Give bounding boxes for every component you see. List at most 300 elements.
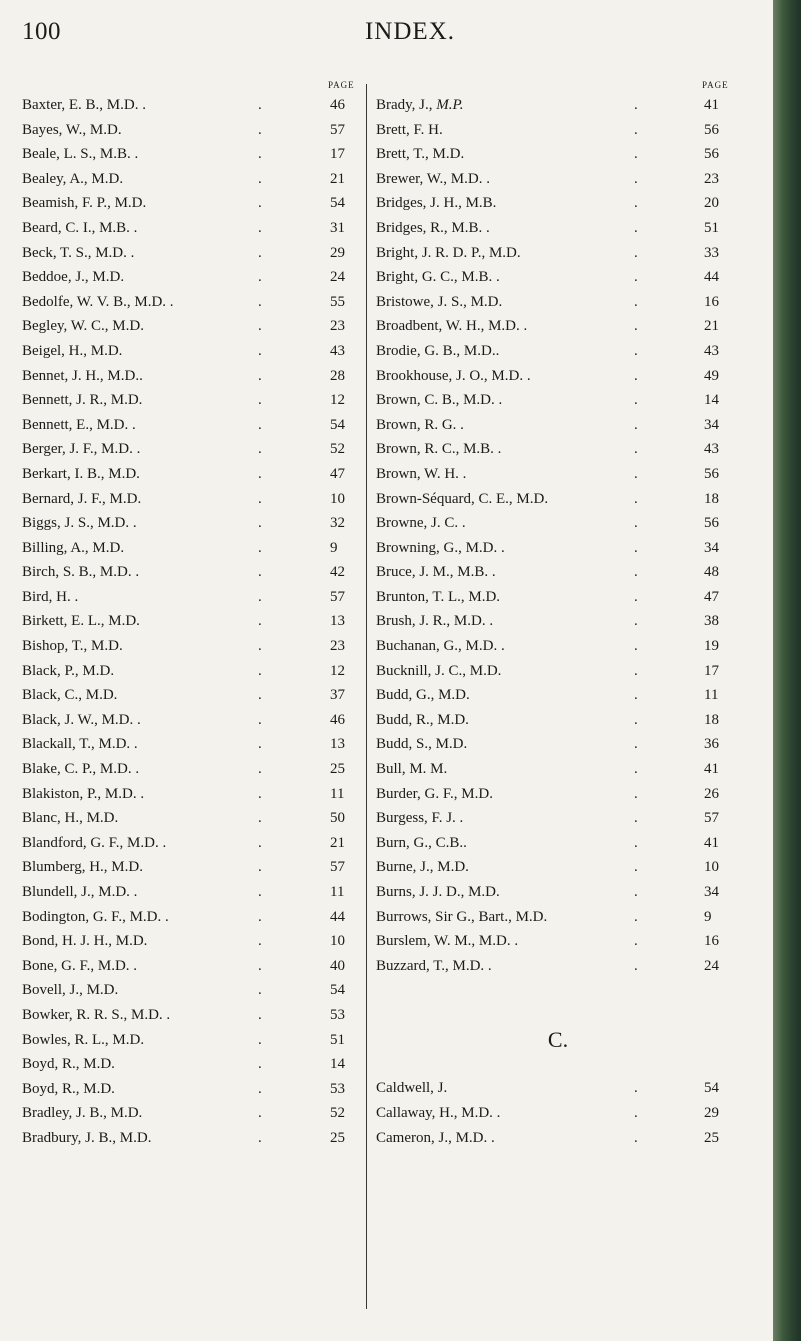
entry-page-number: 40	[330, 957, 345, 974]
index-entry	[22, 462, 364, 487]
entry-page-number: 10	[330, 933, 345, 950]
dot-leader: .	[258, 146, 268, 163]
entry-name: Beddoe, J., M.D.	[22, 269, 125, 286]
dot-leader: .	[634, 711, 644, 728]
entry-name: Buchanan, G., M.D. .	[376, 638, 505, 655]
dot-leader: .	[634, 269, 644, 286]
entry-name: Budd, R., M.D.	[376, 711, 469, 728]
index-entry	[22, 757, 364, 782]
index-entry	[22, 93, 364, 118]
entry-name: Black, P., M.D.	[22, 662, 115, 679]
entry-name: Bond, H. J. H., M.D.	[22, 933, 148, 950]
index-entry	[22, 290, 364, 315]
dot-leader: .	[634, 613, 644, 630]
entry-name: Burgess, F. J. .	[376, 810, 464, 827]
dot-leader: .	[258, 293, 268, 310]
entry-name: Brett, F. H.	[376, 121, 443, 138]
dot-leader: .	[258, 490, 268, 507]
index-entry	[376, 536, 740, 561]
entry-page-number: 56	[704, 121, 719, 138]
index-entry	[376, 782, 740, 807]
entry-page-number: 21	[704, 318, 719, 335]
dot-leader: .	[634, 859, 644, 876]
dot-leader: .	[258, 539, 268, 556]
index-entry	[22, 1126, 364, 1151]
entry-page-number: 54	[330, 195, 345, 212]
entry-page-number: 10	[704, 859, 719, 876]
entry-page-number: 16	[704, 293, 719, 310]
dot-leader: .	[258, 687, 268, 704]
entry-page-number: 47	[704, 588, 719, 605]
entry-name: Browning, G., M.D. .	[376, 539, 505, 556]
entry-page-number: 26	[704, 785, 719, 802]
index-entry	[22, 388, 364, 413]
dot-leader: .	[634, 121, 644, 138]
entry-name: Bishop, T., M.D.	[22, 638, 123, 655]
dot-leader: .	[258, 121, 268, 138]
entry-page-number: 11	[704, 687, 719, 704]
dot-leader: .	[258, 810, 268, 827]
index-entry	[376, 560, 740, 585]
entry-page-number: 46	[330, 711, 345, 728]
entry-page-number: 44	[330, 908, 345, 925]
dot-leader: .	[634, 416, 644, 433]
dot-leader: .	[634, 441, 644, 458]
dot-leader: .	[258, 957, 268, 974]
index-entry	[22, 142, 364, 167]
entry-name: Biggs, J. S., M.D. .	[22, 515, 137, 532]
entry-page-number: 50	[330, 810, 345, 827]
entry-name: Birkett, E. L., M.D.	[22, 613, 140, 630]
entry-page-number: 25	[704, 1129, 719, 1146]
entry-name: Bowker, R. R. S., M.D. .	[22, 1006, 171, 1023]
entry-name: Blumberg, H., M.D.	[22, 859, 143, 876]
entry-name: Bovell, J., M.D.	[22, 982, 119, 999]
entry-page-number: 12	[330, 392, 345, 409]
dot-leader: .	[634, 662, 644, 679]
entry-page-number: 13	[330, 736, 345, 753]
entry-name: Boyd, R., M.D.	[22, 1080, 115, 1097]
index-entry	[22, 659, 364, 684]
index-entry	[22, 831, 364, 856]
entry-page-number: 43	[704, 441, 719, 458]
book-binding-edge	[773, 0, 801, 1341]
index-entry	[376, 142, 740, 167]
dot-leader: .	[258, 834, 268, 851]
index-entry	[376, 634, 740, 659]
entry-page-number: 52	[330, 1105, 345, 1122]
dot-leader: .	[634, 97, 644, 113]
index-entry	[22, 118, 364, 143]
page-number: 100	[22, 18, 61, 45]
entry-page-number: 55	[330, 293, 345, 310]
entry-name: Brush, J. R., M.D. .	[376, 613, 494, 630]
index-entry	[22, 683, 364, 708]
dot-leader: .	[258, 982, 268, 999]
dot-leader: .	[258, 613, 268, 630]
dot-leader: .	[634, 515, 644, 532]
page-column-label: PAGE	[328, 80, 355, 90]
dot-leader: .	[258, 588, 268, 605]
entry-name: Burn, G., C.B..	[376, 834, 467, 851]
dot-leader: .	[634, 539, 644, 556]
entry-page-number: 53	[330, 1080, 345, 1097]
index-entry	[22, 929, 364, 954]
entry-page-number: 17	[704, 662, 719, 679]
index-entry	[376, 585, 740, 610]
entry-page-number: 20	[704, 195, 719, 212]
index-entry	[22, 1003, 364, 1028]
index-entry	[22, 708, 364, 733]
index-entry	[376, 708, 740, 733]
entry-name: Burder, G. F., M.D.	[376, 785, 493, 802]
dot-leader: .	[258, 1080, 268, 1097]
dot-leader: .	[258, 342, 268, 359]
dot-leader: .	[258, 170, 268, 187]
entry-page-number: 54	[704, 1080, 719, 1097]
entry-name: Brown, R. C., M.B. .	[376, 441, 502, 458]
entry-page-number: 56	[704, 146, 719, 163]
entry-name: Bucknill, J. C., M.D.	[376, 662, 502, 679]
dot-leader: .	[258, 416, 268, 433]
entry-page-number: 57	[704, 810, 719, 827]
dot-leader: .	[634, 736, 644, 753]
index-entry	[22, 314, 364, 339]
index-entry	[376, 339, 740, 364]
index-entry	[22, 585, 364, 610]
dot-leader: .	[634, 293, 644, 310]
entry-page-number: 17	[330, 146, 345, 163]
entry-page-number: 11	[330, 785, 345, 802]
entry-name: Bull, M. M.	[376, 761, 448, 778]
entry-name: Caldwell, J.	[376, 1080, 448, 1097]
dot-leader: .	[634, 810, 644, 827]
dot-leader: .	[258, 465, 268, 482]
entry-page-number: 53	[330, 1006, 345, 1023]
dot-leader: .	[258, 441, 268, 458]
entry-page-number: 41	[704, 97, 719, 113]
index-entry	[376, 905, 740, 930]
dot-leader: .	[258, 1129, 268, 1146]
entry-page-number: 47	[330, 465, 345, 482]
entry-page-number: 16	[704, 933, 719, 950]
entry-name: Burne, J., M.D.	[376, 859, 469, 876]
dot-leader: .	[634, 490, 644, 507]
dot-leader: .	[634, 219, 644, 236]
dot-leader: .	[634, 195, 644, 212]
index-entry	[376, 757, 740, 782]
entry-page-number: 46	[330, 97, 345, 113]
dot-leader: .	[258, 761, 268, 778]
index-entry	[376, 1126, 740, 1151]
entry-name: Bird, H. .	[22, 588, 79, 605]
entry-page-number: 44	[704, 269, 719, 286]
dot-leader: .	[258, 711, 268, 728]
entry-name: Bridges, R., M.B. .	[376, 219, 490, 236]
index-entry	[376, 1101, 740, 1126]
index-entry	[22, 413, 364, 438]
entry-page-number: 21	[330, 834, 345, 851]
index-entry	[376, 1076, 740, 1101]
entry-page-number: 11	[330, 884, 345, 900]
dot-leader: .	[634, 392, 644, 409]
index-entry	[22, 1101, 364, 1126]
entry-name: Bridges, J. H., M.B.	[376, 195, 497, 212]
index-entry	[376, 167, 740, 192]
dot-leader: .	[258, 392, 268, 409]
column-divider	[366, 84, 367, 1309]
entry-page-number: 10	[330, 490, 345, 507]
dot-leader: .	[258, 785, 268, 802]
entry-name: Beard, C. I., M.B. .	[22, 219, 138, 236]
index-entry	[376, 806, 740, 831]
entry-name: Bedolfe, W. V. B., M.D. .	[22, 293, 174, 310]
index-entry	[22, 511, 364, 536]
dot-leader: .	[634, 908, 644, 925]
entry-page-number: 48	[704, 564, 719, 581]
index-entry	[376, 954, 740, 979]
dot-leader: .	[258, 318, 268, 335]
dot-leader: .	[258, 269, 268, 286]
index-entry	[376, 855, 740, 880]
entry-name: Budd, G., M.D.	[376, 687, 470, 704]
index-entry	[22, 216, 364, 241]
index-entry	[376, 880, 740, 905]
index-entry	[376, 93, 740, 118]
dot-leader: .	[634, 146, 644, 163]
entry-name: Browne, J. C. .	[376, 515, 466, 532]
entry-page-number: 37	[330, 687, 345, 704]
index-entry	[22, 437, 364, 462]
entry-name: Beck, T. S., M.D. .	[22, 244, 135, 261]
dot-leader: .	[634, 564, 644, 581]
entry-name: Blakiston, P., M.D. .	[22, 785, 145, 802]
dot-leader: .	[634, 687, 644, 704]
entry-name-italic: M.P.	[436, 97, 464, 113]
dot-leader: .	[258, 662, 268, 679]
dot-leader: .	[634, 638, 644, 655]
entry-name: Broadbent, W. H., M.D. .	[376, 318, 528, 335]
index-entry	[376, 191, 740, 216]
index-entry	[376, 437, 740, 462]
index-entry	[376, 216, 740, 241]
entry-name: Berkart, I. B., M.D.	[22, 465, 140, 482]
entry-page-number: 25	[330, 1129, 345, 1146]
entry-page-number: 9	[330, 539, 338, 556]
dot-leader: .	[634, 1104, 644, 1121]
dot-leader: .	[634, 170, 644, 187]
index-entry	[22, 806, 364, 831]
dot-leader: .	[634, 244, 644, 261]
index-entry	[376, 413, 740, 438]
entry-name: Bradley, J. B., M.D.	[22, 1105, 143, 1122]
index-entry	[376, 683, 740, 708]
index-entry	[22, 954, 364, 979]
dot-leader: .	[258, 244, 268, 261]
dot-leader: .	[258, 97, 268, 113]
running-title: INDEX.	[364, 18, 455, 45]
entry-name: Bennet, J. H., M.D..	[22, 367, 143, 384]
entry-name: Billing, A., M.D.	[22, 539, 125, 556]
dot-leader: .	[634, 785, 644, 802]
entry-page-number: 23	[330, 318, 345, 335]
index-entry	[22, 905, 364, 930]
index-entry	[22, 634, 364, 659]
entry-name: Bodington, G. F., M.D. .	[22, 908, 169, 925]
index-entry	[22, 167, 364, 192]
entry-name: Bernard, J. F., M.D.	[22, 490, 142, 507]
dot-leader: .	[634, 465, 644, 482]
entry-page-number: 56	[704, 465, 719, 482]
entry-name: Baxter, E. B., M.D. .	[22, 97, 146, 113]
page-column-label: PAGE	[702, 80, 729, 90]
entry-name: Blandford, G. F., M.D. .	[22, 834, 167, 851]
entry-name: Bowles, R. L., M.D.	[22, 1031, 145, 1048]
entry-name: Bruce, J. M., M.B. .	[376, 564, 496, 581]
entry-name: Bradbury, J. B., M.D.	[22, 1129, 152, 1146]
entry-page-number: 43	[330, 342, 345, 359]
entry-page-number: 54	[330, 416, 345, 433]
entry-name: Budd, S., M.D.	[376, 736, 468, 753]
dot-leader: .	[258, 908, 268, 925]
entry-page-number: 51	[330, 1031, 345, 1048]
entry-page-number: 49	[704, 367, 719, 384]
index-entry	[376, 462, 740, 487]
page-header	[0, 18, 801, 48]
dot-leader: .	[258, 1056, 268, 1073]
entry-page-number: 57	[330, 859, 345, 876]
entry-page-number: 34	[704, 539, 719, 556]
dot-leader: .	[258, 638, 268, 655]
dot-leader: .	[258, 367, 268, 384]
index-entry	[22, 191, 364, 216]
index-entry	[376, 511, 740, 536]
index-entries-right-c	[376, 1076, 740, 1150]
entry-name: Bone, G. F., M.D. .	[22, 957, 138, 974]
entry-name: Brett, T., M.D.	[376, 146, 465, 163]
entry-page-number: 56	[704, 515, 719, 532]
entry-page-number: 24	[704, 957, 719, 974]
entry-name: Brewer, W., M.D. .	[376, 170, 490, 187]
dot-leader: .	[634, 933, 644, 950]
entry-page-number: 28	[330, 367, 345, 384]
entry-name: Brown, C. B., M.D. .	[376, 392, 503, 409]
index-entry	[22, 1028, 364, 1053]
index-entry	[22, 241, 364, 266]
entry-page-number: 29	[330, 244, 345, 261]
entry-page-number: 34	[704, 416, 719, 433]
dot-leader: .	[634, 318, 644, 335]
index-entries-right-b	[376, 93, 740, 978]
dot-leader: .	[634, 588, 644, 605]
entry-page-number: 43	[704, 342, 719, 359]
dot-leader: .	[634, 367, 644, 384]
entry-name: Callaway, H., M.D. .	[376, 1104, 501, 1121]
index-entry	[376, 388, 740, 413]
entry-page-number: 18	[704, 711, 719, 728]
left-column	[22, 78, 364, 1151]
entry-name: Birch, S. B., M.D. .	[22, 564, 140, 581]
entry-name: Berger, J. F., M.D. .	[22, 441, 141, 458]
entry-page-number: 51	[704, 219, 719, 236]
entry-name: Bayes, W., M.D.	[22, 121, 122, 138]
index-entry	[376, 290, 740, 315]
index-entry	[376, 831, 740, 856]
entry-page-number: 57	[330, 588, 345, 605]
entry-name: Blake, C. P., M.D. .	[22, 761, 140, 778]
entry-name: Brunton, T. L., M.D.	[376, 588, 501, 605]
entry-name: Beigel, H., M.D.	[22, 342, 123, 359]
dot-leader: .	[634, 957, 644, 974]
entry-page-number: 14	[330, 1056, 345, 1073]
entry-name: Bennett, E., M.D. .	[22, 416, 136, 433]
dot-leader: .	[258, 859, 268, 876]
entry-name: Burslem, W. M., M.D. .	[376, 933, 519, 950]
dot-leader: .	[634, 761, 644, 778]
entry-name: Boyd, R., M.D.	[22, 1056, 115, 1073]
dot-leader: .	[634, 884, 644, 900]
entry-name: Brown, W. H. .	[376, 465, 467, 482]
entry-page-number: 21	[330, 170, 345, 187]
entry-name: Black, J. W., M.D. .	[22, 711, 141, 728]
entry-page-number: 38	[704, 613, 719, 630]
dot-leader: .	[258, 736, 268, 753]
entry-page-number: 54	[330, 982, 345, 999]
index-entry	[22, 732, 364, 757]
dot-leader: .	[258, 564, 268, 581]
index-entry	[22, 265, 364, 290]
index-entry	[22, 782, 364, 807]
index-entries-left	[22, 93, 364, 1151]
index-entry	[376, 118, 740, 143]
entry-name: Black, C., M.D.	[22, 687, 118, 704]
entry-page-number: 41	[704, 761, 719, 778]
entry-name: Brown, R. G. .	[376, 416, 464, 433]
index-entry	[22, 364, 364, 389]
index-entry	[22, 880, 364, 905]
index-entry	[22, 1052, 364, 1077]
dot-leader: .	[258, 195, 268, 212]
index-entry	[22, 978, 364, 1003]
entry-page-number: 12	[330, 662, 345, 679]
entry-page-number: 29	[704, 1104, 719, 1121]
dot-leader: .	[258, 933, 268, 950]
index-entry	[22, 1077, 364, 1102]
entry-name: Blundell, J., M.D. .	[22, 884, 138, 900]
entry-name: Brown-Séquard, C. E., M.D.	[376, 490, 549, 507]
index-entry	[376, 487, 740, 512]
entry-name: Bristowe, J. S., M.D.	[376, 293, 503, 310]
entry-page-number: 33	[704, 244, 719, 261]
entry-page-number: 19	[704, 638, 719, 655]
entry-page-number: 13	[330, 613, 345, 630]
entry-name: Buzzard, T., M.D. .	[376, 957, 492, 974]
entry-page-number: 14	[704, 392, 719, 409]
entry-name: Burns, J. J. D., M.D.	[376, 884, 500, 900]
index-entry	[376, 609, 740, 634]
entry-name: Bealey, A., M.D.	[22, 170, 124, 187]
entry-page-number: 41	[704, 834, 719, 851]
entry-name: Bennett, J. R., M.D.	[22, 392, 143, 409]
index-entry	[376, 265, 740, 290]
entry-page-number: 31	[330, 219, 345, 236]
entry-page-number: 34	[704, 884, 719, 900]
index-entry	[376, 314, 740, 339]
section-letter: C.	[547, 1027, 569, 1053]
section-gap	[376, 978, 740, 1003]
dot-leader: .	[634, 1129, 644, 1146]
entry-name: Blackall, T., M.D. .	[22, 736, 138, 753]
